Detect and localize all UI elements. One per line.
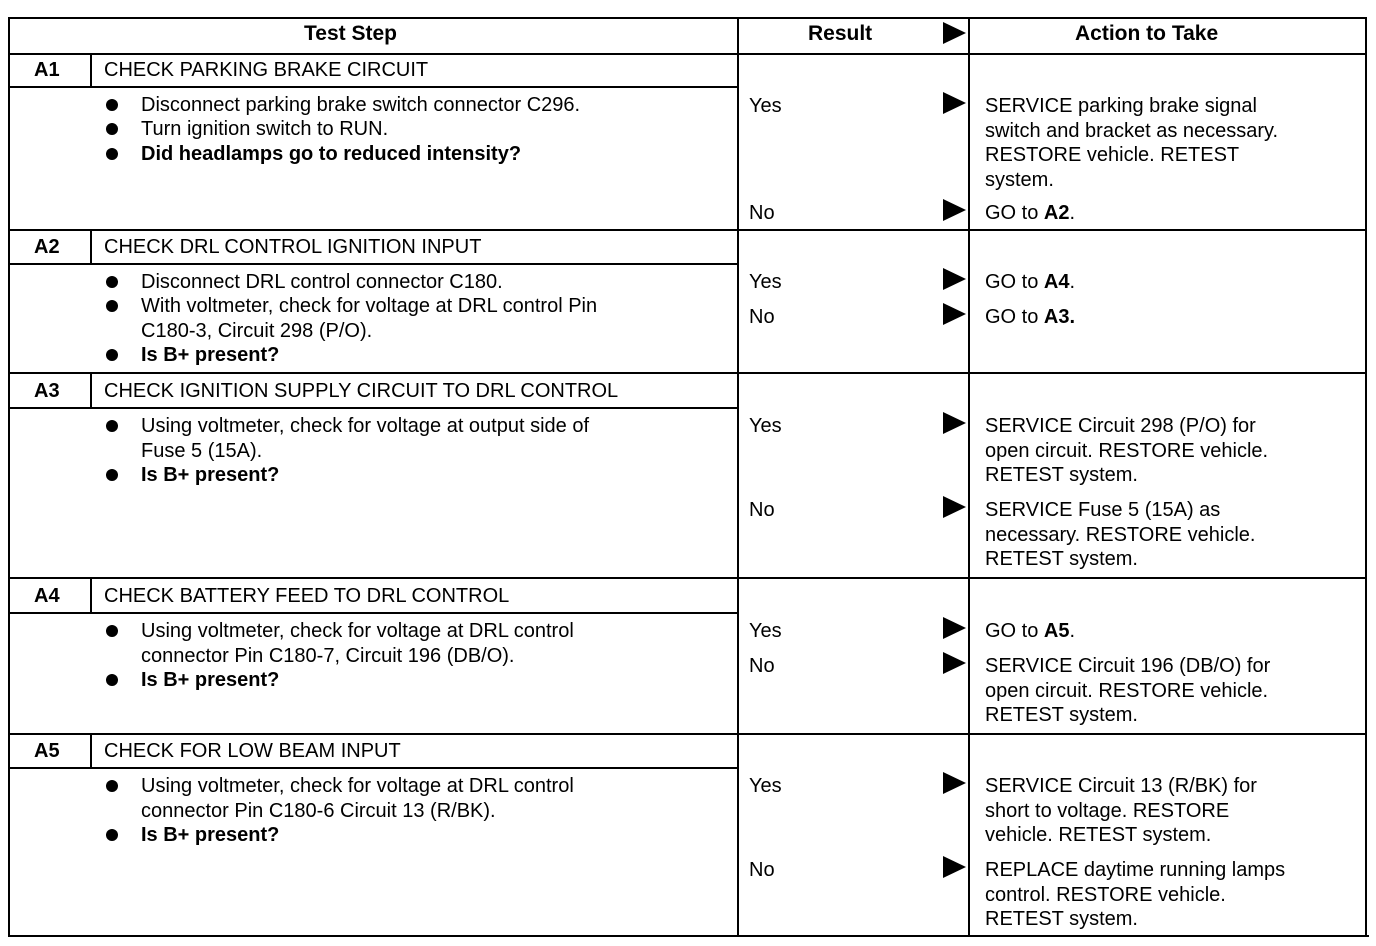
header-result: Result <box>808 22 873 45</box>
action-text: SERVICE Circuit 196 (DB/O) for open circuit. RESTORE vehicle. RETEST system. <box>985 655 1271 726</box>
title-divider <box>8 767 739 769</box>
title-divider <box>8 86 739 88</box>
bullet-text: Is B+ present? <box>141 669 280 691</box>
result-label: Yes <box>749 775 782 797</box>
step-title: CHECK FOR LOW BEAM INPUT <box>104 740 401 762</box>
action-text: GO to A2. <box>985 202 1076 224</box>
step-divider <box>8 577 1367 579</box>
bullet-text: With voltmeter, check for voltage at DRL control Pin C180-3, Circuit 298 (P/O). <box>141 295 598 342</box>
bullet-text: Using voltmeter, check for voltage at output side of Fuse 5 (15A). <box>141 415 590 462</box>
id-divider <box>90 733 92 769</box>
result-label: Yes <box>749 415 782 437</box>
step-divider <box>8 229 1367 231</box>
action-text: SERVICE Circuit 13 (R/BK) for short to voltage. RESTORE vehicle. RETEST system. <box>985 775 1257 846</box>
header-test-step: Test Step <box>304 22 397 45</box>
action-text: REPLACE daytime running lamps control. RESTORE vehicle. RETEST system. <box>985 859 1286 930</box>
step-title: CHECK BATTERY FEED TO DRL CONTROL <box>104 585 510 607</box>
arrow-icon <box>943 652 966 674</box>
step-id: A1 <box>34 59 60 81</box>
step-title: CHECK PARKING BRAKE CIRCUIT <box>104 59 429 81</box>
arrow-icon <box>943 22 966 44</box>
bullet-text: Disconnect DRL control connector C180. <box>141 271 503 293</box>
bullet-text: Using voltmeter, check for voltage at DRL control connector Pin C180-7, Circuit 196 (DB/O). <box>141 620 574 667</box>
bullet-icon <box>106 276 118 288</box>
title-divider <box>8 612 739 614</box>
action-text: GO to A5. <box>985 620 1076 642</box>
result-label: No <box>749 499 775 521</box>
arrow-icon <box>943 772 966 794</box>
bullet-text: Disconnect parking brake switch connector C296. <box>141 94 581 116</box>
bullet-icon <box>106 469 118 481</box>
bullet-icon <box>106 148 118 160</box>
result-label: No <box>749 859 775 881</box>
action-text: SERVICE parking brake signal switch and bracket as necessary. RESTORE vehicle. RETEST system. <box>985 95 1279 191</box>
bullet-text: Is B+ present? <box>141 824 280 846</box>
header-divider <box>8 53 1367 55</box>
bullet-icon <box>106 780 118 792</box>
step-id: A3 <box>34 380 60 402</box>
table-right-border <box>1365 17 1367 937</box>
result-label: No <box>749 202 775 224</box>
bullet-icon <box>106 123 118 135</box>
arrow-icon <box>943 617 966 639</box>
title-divider <box>8 263 739 265</box>
action-text: SERVICE Fuse 5 (15A) as necessary. RESTORE vehicle. RETEST system. <box>985 499 1256 570</box>
step-divider <box>8 372 1367 374</box>
table-left-border <box>8 17 10 937</box>
bullet-icon <box>106 829 118 841</box>
arrow-icon <box>943 496 966 518</box>
table-bottom-border <box>8 935 1369 937</box>
table-top-border <box>8 17 1367 19</box>
bullet-text: Turn ignition switch to RUN. <box>141 118 389 140</box>
bullet-icon <box>106 349 118 361</box>
step-title: CHECK DRL CONTROL IGNITION INPUT <box>104 236 482 258</box>
arrow-icon <box>943 856 966 878</box>
result-label: No <box>749 306 775 328</box>
arrow-icon <box>943 199 966 221</box>
bullet-icon <box>106 300 118 312</box>
action-text: SERVICE Circuit 298 (P/O) for open circuit. RESTORE vehicle. RETEST system. <box>985 415 1269 486</box>
action-text: GO to A3. <box>985 306 1076 328</box>
bullet-text: Is B+ present? <box>141 344 280 366</box>
result-label: Yes <box>749 620 782 642</box>
column-divider-result <box>737 17 739 937</box>
header-action: Action to Take <box>1075 22 1219 45</box>
step-id: A5 <box>34 740 60 762</box>
id-divider <box>90 372 92 409</box>
result-label: Yes <box>749 271 782 293</box>
column-divider-action <box>968 17 970 937</box>
bullet-text: Using voltmeter, check for voltage at DRL control connector Pin C180-6 Circuit 13 (R/BK). <box>141 775 574 822</box>
arrow-icon <box>943 303 966 325</box>
step-id: A4 <box>34 585 60 607</box>
arrow-icon <box>943 92 966 114</box>
step-id: A2 <box>34 236 60 258</box>
bullet-icon <box>106 625 118 637</box>
result-label: No <box>749 655 775 677</box>
bullet-text: Is B+ present? <box>141 464 280 486</box>
step-title: CHECK IGNITION SUPPLY CIRCUIT TO DRL CONTROL <box>104 380 619 402</box>
arrow-icon <box>943 268 966 290</box>
bullet-icon <box>106 420 118 432</box>
result-label: Yes <box>749 95 782 117</box>
title-divider <box>8 407 739 409</box>
arrow-icon <box>943 412 966 434</box>
bullet-text: Did headlamps go to reduced intensity? <box>141 143 522 165</box>
bullet-icon <box>106 99 118 111</box>
action-text: GO to A4. <box>985 271 1076 293</box>
bullet-icon <box>106 674 118 686</box>
id-divider <box>90 577 92 614</box>
id-divider <box>90 229 92 265</box>
id-divider <box>90 53 92 88</box>
step-divider <box>8 733 1367 735</box>
